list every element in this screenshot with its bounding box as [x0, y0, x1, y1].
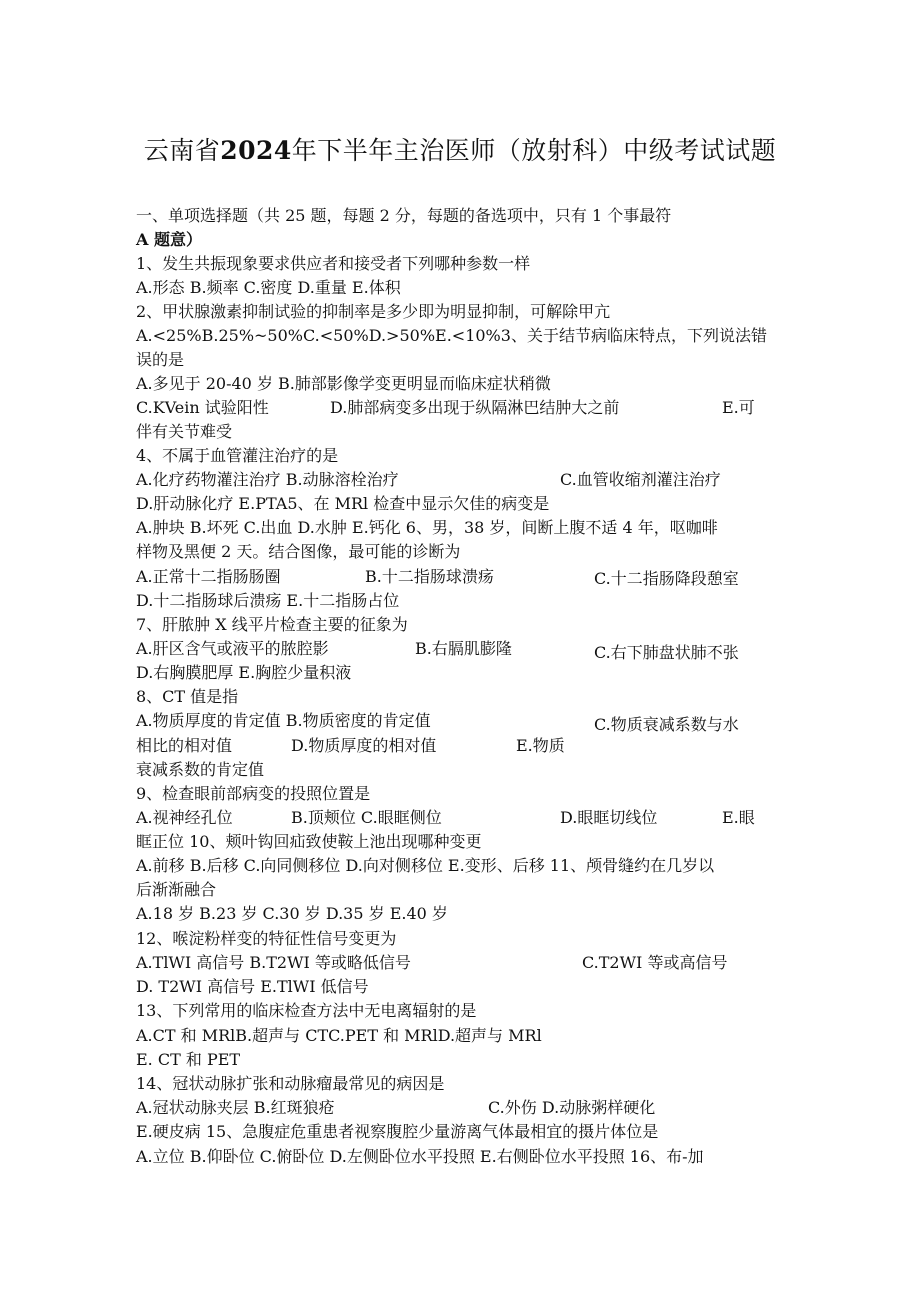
question-11: A.前移 B.后移 C.向同侧移位 D.向对侧移位 E.变形、后移 11、颅骨缝约在几岁以 — [136, 856, 715, 875]
question-9: 9、检查眼前部病变的投照位置是 — [136, 784, 371, 803]
option-segment: C.物质衰减系数与水 — [594, 715, 739, 734]
option-segment: C.KVein 试验阳性 — [136, 398, 269, 417]
question-11-options: A.18 岁 B.23 岁 C.30 岁 D.35 岁 E.40 岁 — [136, 904, 448, 923]
option-segment: A.视神经孔位 — [136, 808, 233, 827]
question-4: 4、不属于血管灌注治疗的是 — [136, 446, 339, 465]
option-segment: 相比的相对值 — [136, 736, 233, 755]
option-segment: C.T2WI 等或高信号 — [582, 953, 728, 972]
option-segment: A.TlWI 高信号 B.T2WI 等或略低信号 — [136, 953, 411, 972]
option-segment: E.物质 — [516, 736, 565, 755]
question-1: 1、发生共振现象要求供应者和接受者下列哪种参数一样 — [136, 254, 531, 273]
option-segment: C.右下肺盘状肺不张 — [594, 643, 739, 662]
question-14: 14、冠状动脉扩张和动脉瘤最常见的病因是 — [136, 1074, 445, 1093]
option-segment: B.十二指肠球溃疡 — [365, 567, 494, 586]
option-segment: C.外伤 D.动脉粥样硬化 — [488, 1098, 656, 1117]
option-segment: C.血管收缩剂灌注治疗 — [560, 470, 721, 489]
title-prefix: 云南省 — [143, 136, 221, 165]
question-6-continued: 样物及黑便 2 天。结合图像，最可能的诊断为 — [136, 542, 461, 561]
question-6-options-cont: D.十二指肠球后溃疡 E.十二指肠占位 — [136, 591, 400, 610]
question-15-options: A.立位 B.仰卧位 C.俯卧位 D.左侧卧位水平投照 E.右侧卧位水平投照 16、布-加 — [136, 1147, 704, 1166]
option-segment: D.肺部病变多出现于纵隔淋巴结肿大之前 — [330, 398, 620, 417]
option-segment: D.物质厚度的相对值 — [291, 736, 437, 755]
question-3-options: A.多见于 20-40 岁 B.肺部影像学变更明显而临床症状稍微 — [136, 374, 551, 393]
question-15: E.硬皮病 15、急腹症危重患者视察腹腔少量游离气体最相宜的摄片体位是 — [136, 1122, 659, 1141]
question-7: 7、肝脓肿 X 线平片检查主要的征象为 — [136, 615, 408, 634]
option-segment: A.化疗药物灌注治疗 B.动脉溶栓治疗 — [136, 470, 399, 489]
question-7-options-cont: D.右胸膜肥厚 E.胸腔少量积液 — [136, 663, 352, 682]
question-13: 13、下列常用的临床检查方法中无电离辐射的是 — [136, 1001, 477, 1020]
option-segment: A.冠状动脉夹层 B.红斑狼疮 — [136, 1098, 335, 1117]
section-header-line-2: A 题意） — [136, 230, 202, 249]
document-title — [0, 131, 920, 167]
option-segment: D.眼眶切线位 — [560, 808, 658, 827]
question-3-options-cont: 伴有关节难受 — [136, 422, 233, 441]
question-2-options: A.<25%B.25%~50%C.<50%D.>50%E.<10%3、关于结节病临床特点，下列说法错 — [136, 326, 767, 345]
question-2: 2、甲状腺激素抑制试验的抑制率是多少即为明显抑制，可解除甲亢 — [136, 302, 611, 321]
question-12: 12、喉淀粉样变的特征性信号变更为 — [136, 929, 397, 948]
section-header-line-1: 一、单项选择题（共 25 题，每题 2 分，每题的备选项中，只有 1 个事最符 — [136, 206, 672, 225]
question-13-options: A.CT 和 MRlB.超声与 CTC.PET 和 MRlD.超声与 MRl — [136, 1026, 542, 1045]
title-suffix: 年下半年主治医师（放射科）中级考试试题 — [291, 136, 777, 165]
question-11-continued: 后渐渐融合 — [136, 880, 217, 899]
option-segment: A.正常十二指肠肠圈 — [136, 567, 281, 586]
question-5: D.肝动脉化疗 E.PTA5、在 MRl 检查中显示欠佳的病变是 — [136, 494, 550, 513]
option-segment: C.十二指肠降段憩室 — [594, 569, 739, 588]
question-12-options-cont: D. T2WI 高信号 E.TlWI 低信号 — [136, 977, 369, 996]
option-segment: B.右膈肌膨隆 — [415, 639, 512, 658]
question-8: 8、CT 值是指 — [136, 687, 239, 706]
question-13-options-cont: E. CT 和 PET — [136, 1050, 241, 1069]
option-segment: E.可 — [722, 398, 755, 417]
option-segment: A.肝区含气或液平的脓腔影 — [136, 639, 329, 658]
option-segment: B.顶颊位 C.眼眶侧位 — [291, 808, 442, 827]
question-6: A.肿块 B.坏死 C.出血 D.水肿 E.钙化 6、男，38 岁，间断上腹不适 4 年，呕咖啡 — [136, 518, 718, 537]
question-10: 眶正位 10、颊叶钩回疝致使鞍上池出现哪种变更 — [136, 832, 482, 851]
question-8-options-cont: 衰减系数的肯定值 — [136, 760, 265, 779]
option-segment: E.眼 — [722, 808, 755, 827]
question-1-options: A.形态 B.频率 C.密度 D.重量 E.体积 — [136, 278, 401, 297]
question-3-continued: 误的是 — [136, 350, 185, 369]
option-segment: A.物质厚度的肯定值 B.物质密度的肯定值 — [136, 711, 431, 730]
title-year: 2024 — [220, 136, 292, 165]
